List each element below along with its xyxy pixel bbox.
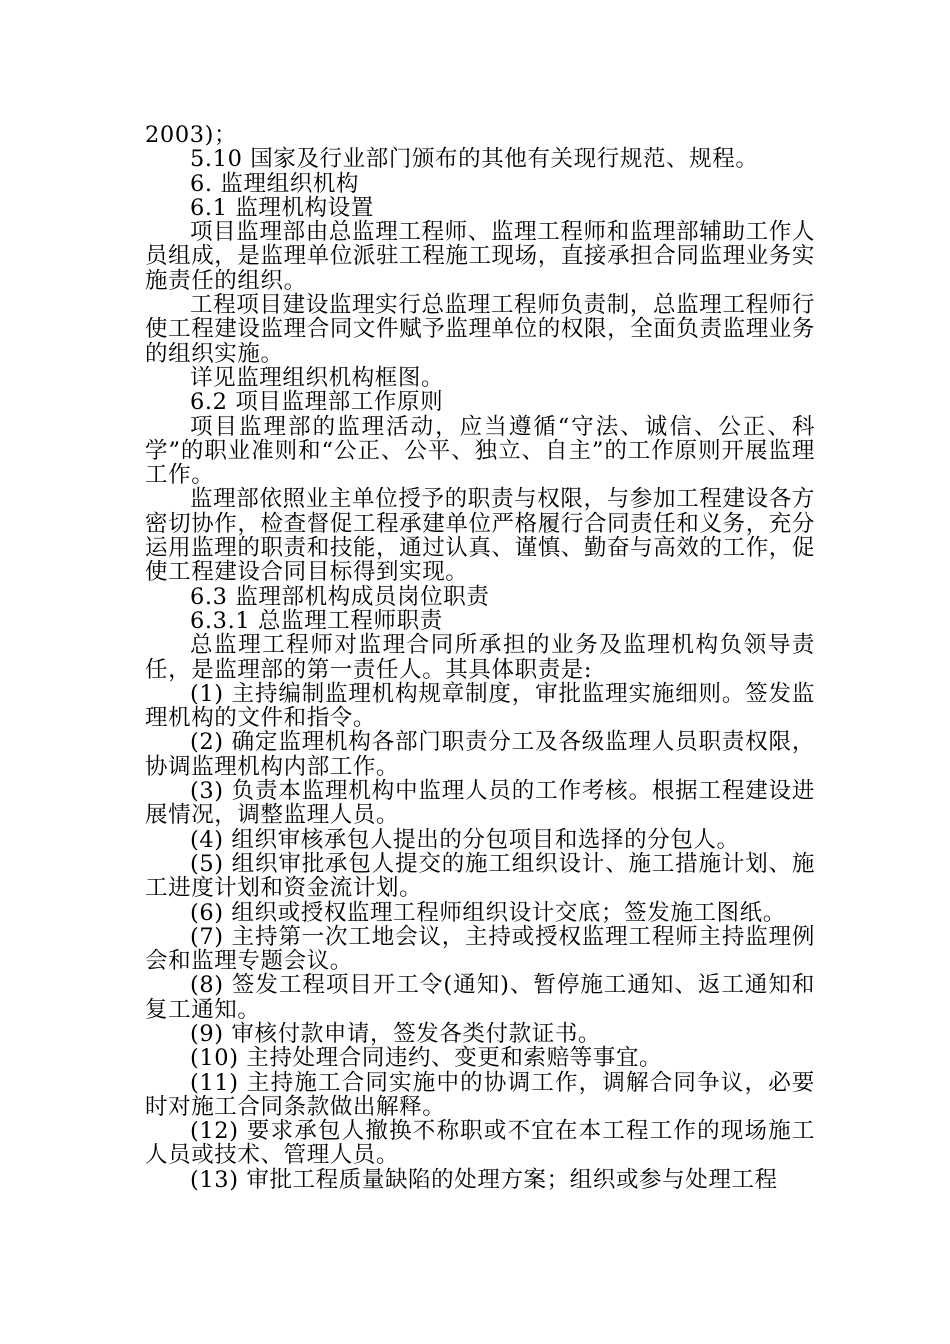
subsection-heading: 6.3 监理部机构成员岗位职责 xyxy=(190,583,490,610)
list-item: (10) 主持处理合同违约、变更和索赔等事宜。 xyxy=(190,1045,663,1072)
list-item: (12) 要求承包人撤换不称职或不宜在本工程工作的现场施工人员或技术、管理人员。 xyxy=(145,1118,815,1169)
list-item: (7) 主持第一次工地会议，主持或授权监理工程师主持监理例会和监理专题会议。 xyxy=(145,923,815,975)
document-body xyxy=(145,123,815,1192)
list-item: (5) 组织审批承包人提交的施工组织设计、施工措施计划、施工进度计划和资金流计划。 xyxy=(145,850,815,902)
paragraph: 详见监理组织机构框图。 xyxy=(190,364,445,391)
subsection-heading: 6.1 监理机构设置 xyxy=(190,194,374,221)
section-heading: 6. 监理组织机构 xyxy=(190,170,360,197)
list-item: (8) 签发工程项目开工令(通知)、暂停施工通知、返工通知和复工通知。 xyxy=(145,972,815,1023)
list-item: (2) 确定监理机构各部门职责分工及各级监理人员职责权限，协调监理机构内部工作。 xyxy=(145,729,815,780)
paragraph: 总监理工程师对监理合同所承担的业务及监理机构负领导责任，是监理部的第一责任人。其具体职责是: xyxy=(145,632,815,683)
list-item: (4) 组织审核承包人提出的分包项目和选择的分包人。 xyxy=(190,826,740,853)
paragraph: 2003)； xyxy=(145,122,238,148)
list-item: (11) 主持施工合同实施中的协调工作，调解合同争议，必要时对施工合同条款做出解释。 xyxy=(145,1069,815,1120)
paragraph: 项目监理部的监理活动，应当遵循“守法、诚信、公正、科学”的职业准则和“公正、公平、独立、自主”的工作原则开展监理工作。 xyxy=(145,413,815,489)
subsection-heading: 6.3.1 总监理工程师职责 xyxy=(190,607,443,634)
list-item: (13) 审批工程质量缺陷的处理方案；组织或参与处理工程 xyxy=(190,1166,778,1193)
paragraph: 工程项目建设监理实行总监理工程师负责制，总监理工程师行使工程建设监理合同文件赋予监理单位的权限，全面负责监理业务的组织实施。 xyxy=(145,292,815,367)
list-item: (1) 主持编制监理机构规章制度，审批监理实施细则。签发监理机构的文件和指令。 xyxy=(145,680,815,732)
paragraph: 项目监理部由总监理工程师、监理工程师和监理部辅助工作人员组成，是监理单位派驻工程施工现场，直接承担合同监理业务实施责任的组织。 xyxy=(145,219,815,294)
paragraph: 监理部依照业主单位授予的职责与权限，与参加工程建设各方密切协作，检查督促工程承建单位严格履行合同责任和义务，充分运用监理的职责和技能，通过认真、谨慎、勤奋与高效的工作，促使工程建设合同目标得到实现。 xyxy=(145,486,815,586)
list-item: (9) 审核付款申请，签发各类付款证书。 xyxy=(190,1020,602,1047)
list-item: (3) 负责本监理机构中监理人员的工作考核。根据工程建设进展情况，调整监理人员。 xyxy=(145,778,815,829)
subsection-heading: 6.2 项目监理部工作原则 xyxy=(190,389,444,416)
list-item: (6) 组织或授权监理工程师组织设计交底；签发施工图纸。 xyxy=(190,899,786,926)
paragraph: 5.10 国家及行业部门颁布的其他有关现行规范、规程。 xyxy=(190,146,759,173)
